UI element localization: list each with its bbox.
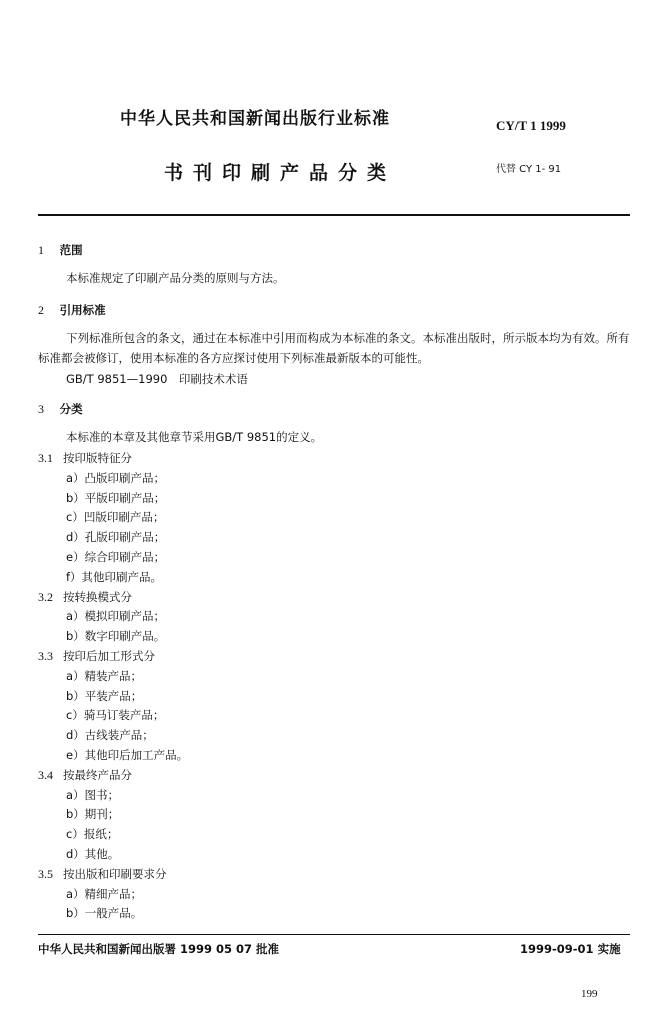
section-number: 2 xyxy=(38,303,44,317)
section-2-heading xyxy=(38,302,106,318)
subsection-title: 按转换模式分 xyxy=(63,590,132,604)
implementation-date: 1999-09-01 实施 xyxy=(520,942,621,956)
standard-code: CY/T 1 1999 xyxy=(496,118,566,133)
section-number: 1 xyxy=(38,243,44,257)
list-item: a）凸版印刷产品； xyxy=(66,471,166,485)
header-rule xyxy=(38,214,630,216)
list-item: b）平版印刷产品； xyxy=(66,491,166,505)
list-item: e）综合印刷产品； xyxy=(66,550,166,564)
list-item: b）一般产品。 xyxy=(66,906,143,920)
list-item: c）凹版印刷产品； xyxy=(66,510,165,524)
subsection-heading xyxy=(38,450,132,466)
subsection-heading xyxy=(38,866,167,882)
subsection-heading xyxy=(38,767,132,783)
footer-rule xyxy=(38,934,630,935)
subsection-title: 按印后加工形式分 xyxy=(63,649,155,663)
list-item: a）精细产品； xyxy=(66,887,143,901)
section-number: 3 xyxy=(38,402,44,416)
subsection-title: 按出版和印刷要求分 xyxy=(63,867,167,881)
subsection-title: 按最终产品分 xyxy=(63,768,132,782)
list-item: d）孔版印刷产品； xyxy=(66,530,166,544)
subsection-heading xyxy=(38,589,132,605)
subsection-number: 3.3 xyxy=(38,649,53,663)
section-1-body: 本标准规定了印刷产品分类的原则与方法。 xyxy=(66,271,285,285)
list-item: a）精装产品； xyxy=(66,669,143,683)
subsection-number: 3.4 xyxy=(38,768,53,782)
list-item: b）期刊； xyxy=(66,807,120,821)
list-item: b）数字印刷产品。 xyxy=(66,629,166,643)
replaces-standard: 代替 CY 1- 91 xyxy=(496,164,562,175)
subsection-number: 3.1 xyxy=(38,451,53,465)
section-title: 范围 xyxy=(59,243,83,257)
list-item: d）古线装产品； xyxy=(66,728,154,742)
list-item: c）骑马订装产品； xyxy=(66,708,165,722)
subsection-number: 3.5 xyxy=(38,867,53,881)
section-3-body: 本标准的本章及其他章节采用GB/T 9851的定义。 xyxy=(66,430,323,444)
section-1-heading xyxy=(38,242,83,258)
standard-organization-title: 中华人民共和国新闻出版行业标准 xyxy=(120,109,390,129)
subsection-title: 按印版特征分 xyxy=(63,451,132,465)
list-item: f）其他印刷产品。 xyxy=(66,570,163,584)
section-title: 分类 xyxy=(59,402,83,416)
referenced-standard: GB/T 9851—1990 印刷技术术语 xyxy=(66,372,248,386)
list-item: d）其他。 xyxy=(66,847,120,861)
list-item: a）模拟印刷产品； xyxy=(66,609,166,623)
approval-line: 中华人民共和国新闻出版署 1999 05 07 批准 xyxy=(38,942,280,956)
subsection-heading xyxy=(38,648,155,664)
page-number: 199 xyxy=(581,988,598,1000)
section-3-heading xyxy=(38,401,83,417)
section-title: 引用标准 xyxy=(59,303,106,317)
list-item: a）图书； xyxy=(66,788,120,802)
list-item: e）其他印后加工产品。 xyxy=(66,748,189,762)
subsection-number: 3.2 xyxy=(38,590,53,604)
section-2-body: 下列标准所包含的条文，通过在本标准中引用而构成为本标准的条文。本标准出版时，所示版本均为有效。所有标准都会被修订，使用本标准的各方应探讨使用下列标准最新版本的可能性。 xyxy=(38,331,630,365)
list-item: c）报纸； xyxy=(66,827,119,841)
document-title: 书刊印刷产品分类 xyxy=(164,162,397,184)
list-item: b）平装产品； xyxy=(66,689,143,703)
